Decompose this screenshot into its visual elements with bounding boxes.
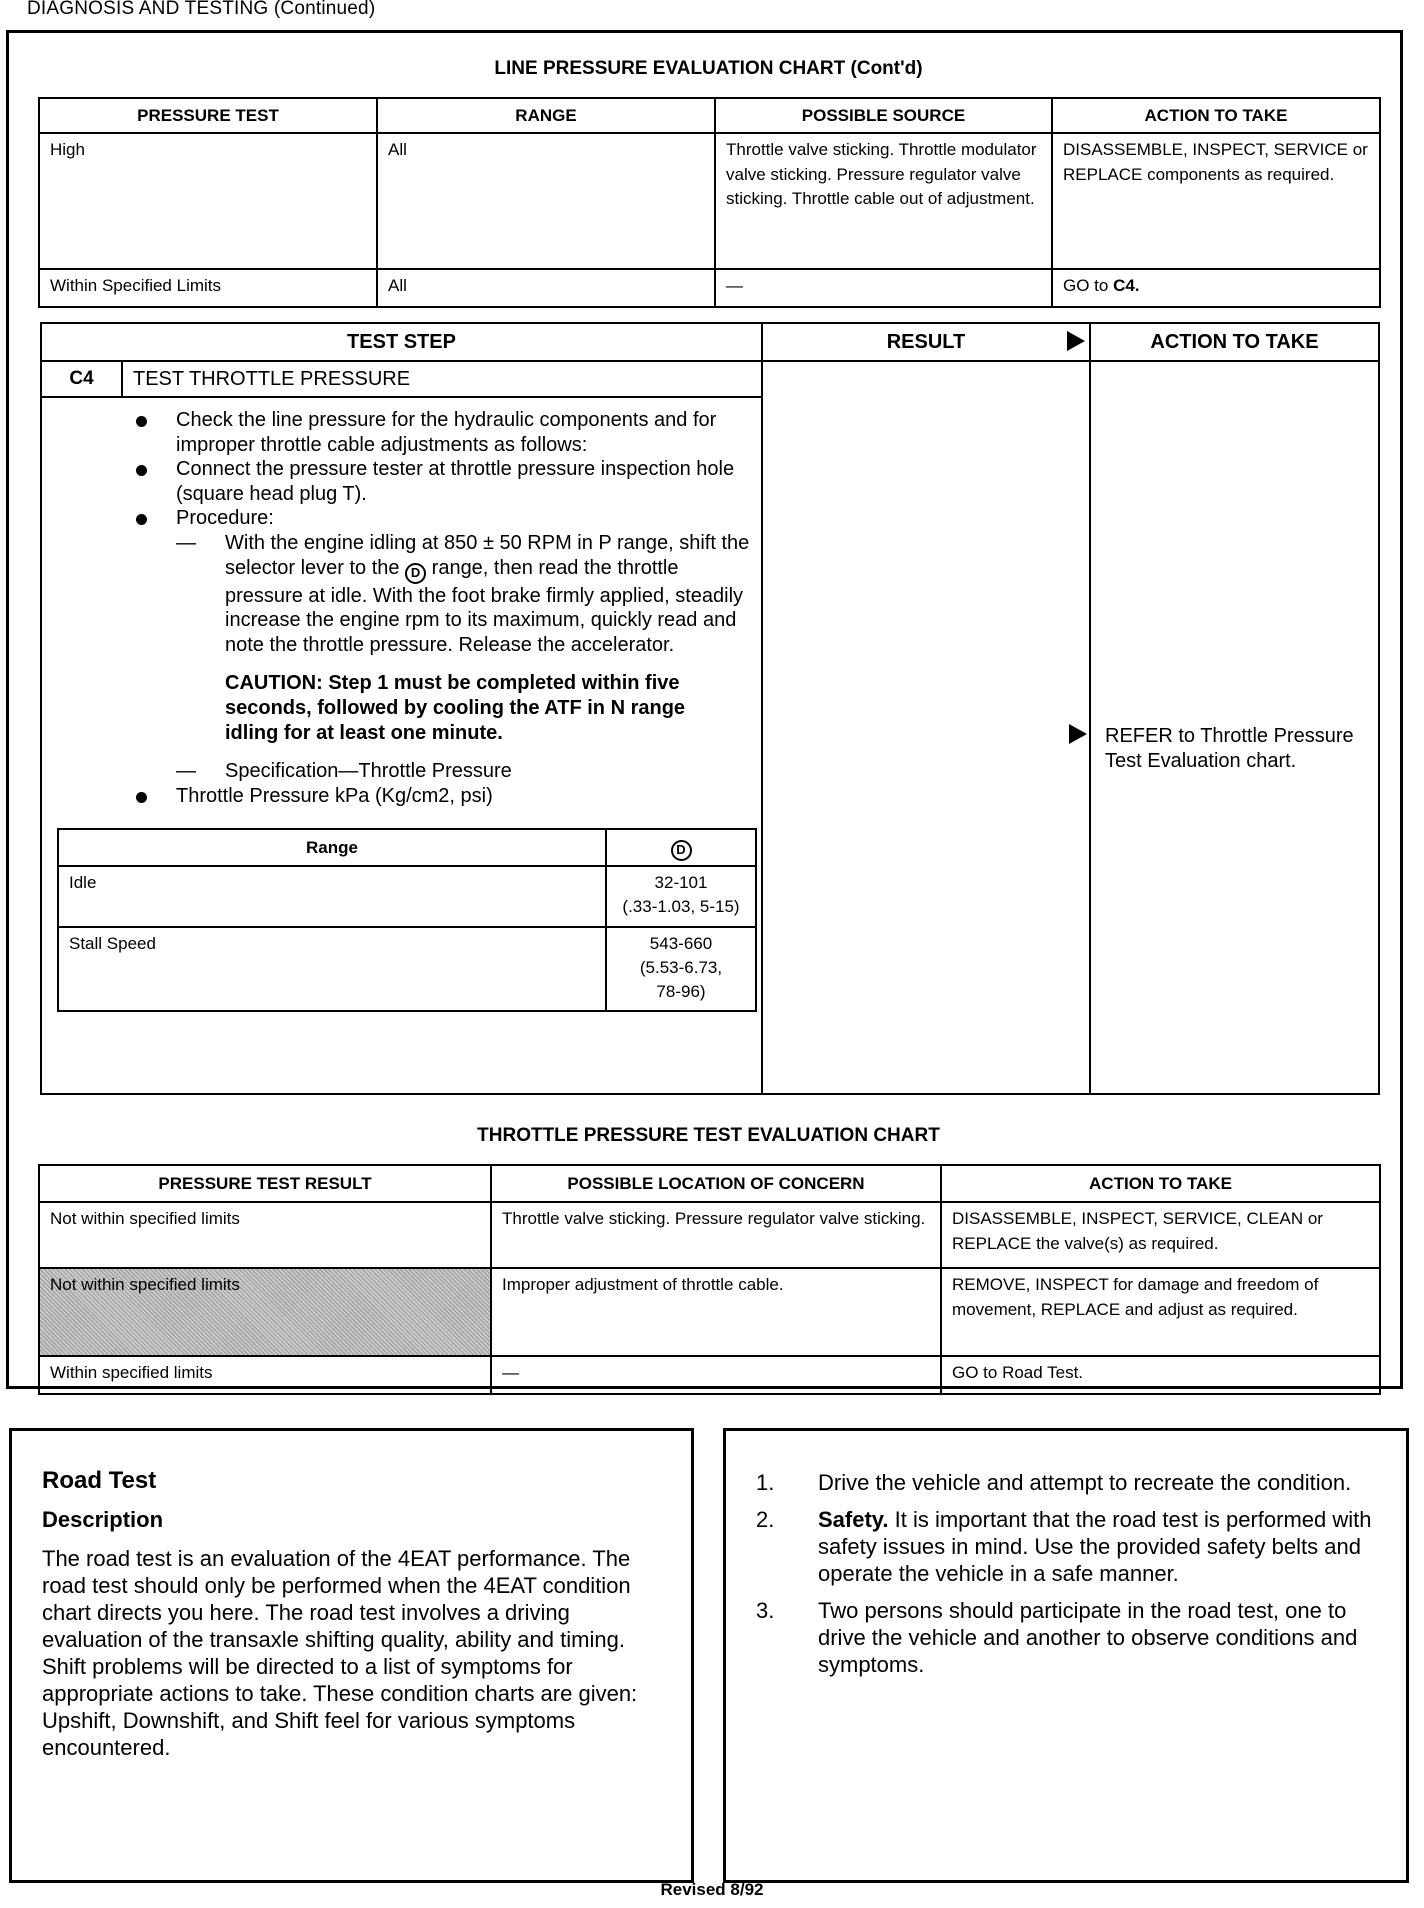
table-header-row (39, 1165, 1380, 1202)
value-alt-units: (5.53-6.73, (639, 958, 723, 978)
table-row (39, 1268, 1380, 1356)
column-header-possible-source: POSSIBLE SOURCE (715, 98, 1052, 133)
dash-marker: — (176, 760, 196, 783)
step-instructions (41, 397, 762, 1094)
value-kpa: 32-101 (654, 873, 708, 893)
road-test-step (756, 1597, 1386, 1678)
step-reference-link: C4. (1113, 276, 1140, 295)
column-header-action: ACTION TO TAKE (1052, 98, 1380, 133)
road-test-step (756, 1469, 1386, 1496)
table-row (58, 927, 756, 1011)
drive-range-icon: D (671, 840, 692, 861)
line-pressure-table (38, 97, 1381, 308)
step-number: 3. (756, 1598, 775, 1623)
value-cell (606, 927, 756, 1011)
step-number: 1. (756, 1470, 775, 1495)
action-cell: DISASSEMBLE, INSPECT, SERVICE or REPLACE components as required. (1052, 133, 1380, 269)
table-row (39, 269, 1380, 307)
column-header-range: Range (58, 829, 606, 866)
location-cell: Throttle valve sticking. Pressure regulator valve sticking. (491, 1202, 941, 1268)
drive-range-icon: D (405, 563, 426, 584)
table-row (39, 1202, 1380, 1268)
column-header-result: PRESSURE TEST RESULT (39, 1165, 491, 1202)
step-number: 2. (756, 1507, 775, 1532)
instruction-item: Connect the pressure tester at throttle pressure inspection hole (square head plug T). (136, 457, 761, 506)
step-text: Drive the vehicle and attempt to recreate the condition. (818, 1470, 1352, 1495)
step-text: It is important that the road test is performed with safety issues in mind. Use the provided safety belts and operate the vehicle in a safe manner. (818, 1507, 1372, 1586)
location-cell: — (491, 1356, 941, 1394)
instruction-item: Procedure: (136, 506, 761, 531)
caution-note: CAUTION: Step 1 must be completed within five seconds, followed by cooling the ATF in N range idling for at least one minute. (225, 672, 686, 744)
range-cell: All (377, 269, 715, 307)
instruction-list (42, 408, 761, 531)
step-text: Two persons should participate in the road test, one to drive the vehicle and another to observe conditions and symptoms. (818, 1598, 1358, 1677)
range-cell: All (377, 133, 715, 269)
column-header-result (762, 323, 1090, 361)
result-cell (762, 361, 1090, 1094)
column-header-range: RANGE (377, 98, 715, 133)
road-test-title: Road Test (42, 1467, 157, 1494)
page-header: DIAGNOSIS AND TESTING (Continued) (27, 0, 376, 19)
step-title: TEST THROTTLE PRESSURE (122, 361, 762, 397)
result-header-label: RESULT (886, 330, 966, 353)
action-cell: GO to Road Test. (941, 1356, 1380, 1394)
action-prefix: GO to (1063, 276, 1114, 295)
table-row (39, 133, 1380, 269)
right-arrow-icon (1069, 724, 1087, 744)
pressure-test-cell: High (39, 133, 377, 269)
column-header-test-step: TEST STEP (41, 323, 762, 361)
units-list (42, 784, 761, 809)
road-test-description-box (9, 1428, 694, 1883)
dash-marker: — (176, 531, 196, 554)
value-alt-units: (.33-1.03, 5-15) (622, 897, 740, 917)
procedure-step (176, 531, 761, 657)
road-test-steps-box (723, 1428, 1409, 1883)
table-header-row (41, 323, 1379, 361)
procedure-text: With the engine idling at 850 ± 50 RPM in P range, shift the selector lever to the (225, 531, 750, 579)
table-header-row (39, 98, 1380, 133)
result-cell-shaded: Not within specified limits (39, 1268, 491, 1356)
column-header-drive (606, 829, 756, 866)
road-test-step (756, 1506, 1386, 1587)
action-refer (1091, 682, 1378, 774)
throttle-pressure-spec-table (57, 828, 757, 1012)
value-cell (606, 866, 756, 927)
line-pressure-chart-title: LINE PRESSURE EVALUATION CHART (Cont'd) (494, 58, 923, 79)
test-step-table (40, 322, 1380, 1095)
road-test-steps (756, 1469, 1386, 1678)
throttle-eval-chart-title: THROTTLE PRESSURE TEST EVALUATION CHART (477, 1125, 940, 1146)
step-title-row (41, 361, 1379, 397)
result-cell: Not within specified limits (39, 1202, 491, 1268)
specification-text: Specification—Throttle Pressure (225, 760, 512, 783)
result-cell: Within specified limits (39, 1356, 491, 1394)
location-cell: Improper adjustment of throttle cable. (491, 1268, 941, 1356)
step-code: C4 (41, 361, 122, 397)
table-header-row (58, 829, 756, 866)
column-header-location: POSSIBLE LOCATION OF CONCERN (491, 1165, 941, 1202)
column-header-action: ACTION TO TAKE (941, 1165, 1380, 1202)
action-cell (1090, 361, 1379, 1094)
pressure-test-cell: Within Specified Limits (39, 269, 377, 307)
column-header-pressure-test: PRESSURE TEST (39, 98, 377, 133)
column-header-action: ACTION TO TAKE (1090, 323, 1379, 361)
refer-text: REFER to Throttle Pressure Test Evaluation chart. (1105, 724, 1354, 772)
right-arrow-icon (1067, 331, 1085, 351)
table-row (58, 866, 756, 927)
action-cell (1052, 269, 1380, 307)
revision-footer: Revised 8/92 (660, 1880, 764, 1899)
table-row (39, 1356, 1380, 1394)
action-cell: DISASSEMBLE, INSPECT, SERVICE, CLEAN or REPLACE the valve(s) as required. (941, 1202, 1380, 1268)
value-alt-units: 78-96) (656, 982, 706, 1002)
range-cell: Idle (58, 866, 606, 927)
range-cell: Stall Speed (58, 927, 606, 1011)
description-text: The road test is an evaluation of the 4EAT performance. The road test should only be performed when the 4EAT condition chart directs you here. The road test involves a driving evaluation of the transaxle shifting quality, ability and timing. Shift problems will be directed to a list of symptoms for appropriate actions to take. These condition charts are given: Upshift, Downshift, and Shift feel for various symptoms encountered. (42, 1546, 638, 1760)
possible-source-cell: Throttle valve sticking. Throttle modulator valve sticking. Pressure regulator valve sticking. Throttle cable out of adjustment. (715, 133, 1052, 269)
units-item: Throttle Pressure kPa (Kg/cm2, psi) (136, 784, 761, 809)
possible-source-cell: — (715, 269, 1052, 307)
specification-line (176, 759, 761, 784)
step-bold-lead: Safety. (818, 1507, 889, 1532)
instruction-item: Check the line pressure for the hydraulic components and for improper throttle cable adjustments as follows: (136, 408, 761, 457)
description-heading: Description (42, 1507, 164, 1532)
procedure-text: range, then read the throttle pressure at idle. With the foot brake firmly applied, steadily increase the engine rpm to its maximum, quickly read and note the throttle pressure. Release the accelerator. (225, 556, 744, 656)
action-cell: REMOVE, INSPECT for damage and freedom of movement, REPLACE and adjust as required. (941, 1268, 1380, 1356)
throttle-eval-table (38, 1164, 1381, 1395)
value-kpa: 543-660 (649, 934, 713, 954)
